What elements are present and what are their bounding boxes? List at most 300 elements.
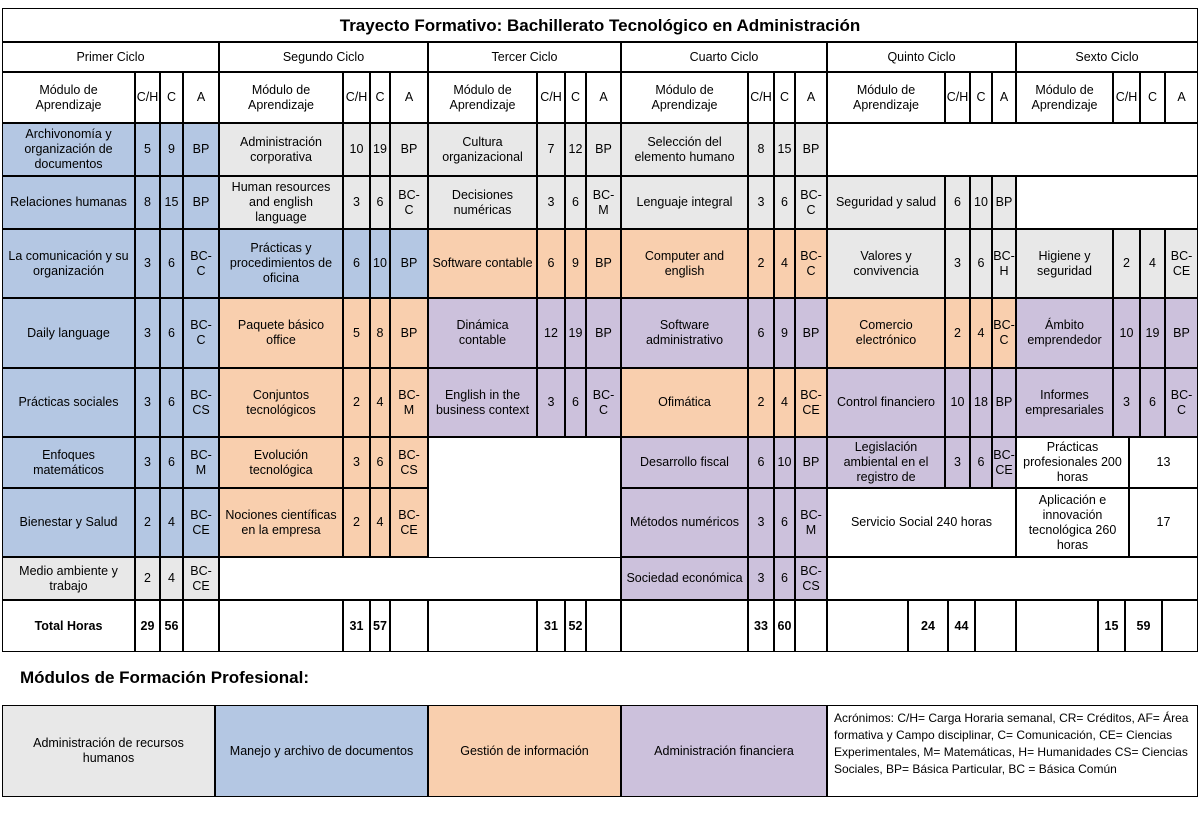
value-cell <box>774 176 795 229</box>
value-cell-text: 6 <box>1149 395 1156 409</box>
value-cell <box>586 176 621 229</box>
module-cell <box>621 488 748 557</box>
ciclo-header-text: Primer Ciclo <box>76 49 145 64</box>
legend-swatch <box>215 705 428 797</box>
module-cell <box>2 437 135 488</box>
total-value <box>948 600 975 652</box>
value-cell-text: 10 <box>950 395 965 409</box>
col-header-modulo-text: Módulo de Aprendizaje <box>449 82 516 112</box>
legend-swatch <box>621 705 827 797</box>
module-cell-text: English in the business context <box>435 387 530 417</box>
ciclo-header <box>2 42 219 72</box>
value-cell <box>160 229 183 298</box>
total-value-text: 24 <box>921 618 935 633</box>
total-value <box>774 600 795 652</box>
value-cell <box>795 368 827 437</box>
col-header-a <box>390 72 428 123</box>
col-header-c-text: C <box>375 90 385 104</box>
total-blank <box>827 600 908 652</box>
value-cell <box>160 123 183 176</box>
col-header-a-text: A <box>599 90 608 104</box>
col-header-a-text: A <box>404 90 414 104</box>
value-cell <box>537 368 565 437</box>
col-header-c-text: C <box>570 90 581 104</box>
value-cell <box>748 368 774 437</box>
value-cell <box>1129 488 1198 557</box>
module-cell-text: Enfoques matemáticos <box>33 447 104 477</box>
module-cell <box>621 229 748 298</box>
value-cell-text: 10 <box>974 195 988 209</box>
total-value-text: 33 <box>754 618 768 633</box>
value-cell-text: 3 <box>353 195 360 209</box>
value-cell <box>343 298 370 368</box>
value-cell-text: BC-CS <box>398 447 420 477</box>
value-cell-text: 8 <box>144 195 151 209</box>
value-cell-text: BC-CE <box>398 507 420 537</box>
value-cell-text: 6 <box>757 325 765 340</box>
module-cell-text: Human resources and english language <box>231 180 331 224</box>
total-value-text: 59 <box>1136 618 1151 633</box>
value-cell <box>160 368 183 437</box>
value-cell-text: 8 <box>376 325 384 340</box>
value-cell <box>774 557 795 600</box>
legend-swatch-text: Gestión de información <box>460 743 589 758</box>
value-cell-text: 6 <box>977 256 985 270</box>
value-cell <box>795 298 827 368</box>
total-value <box>1125 600 1162 652</box>
total-value <box>537 600 565 652</box>
col-header-ch-text: C/H <box>946 90 969 104</box>
ciclo-header-text: Segundo Ciclo <box>282 49 365 64</box>
total-blank <box>183 600 219 652</box>
value-cell-text: 3 <box>954 455 961 469</box>
value-cell-text: BC-M <box>190 447 212 477</box>
value-cell <box>135 176 160 229</box>
col-header-ch-text: C/H <box>136 90 159 104</box>
legend-swatch <box>428 705 621 797</box>
module-cell-text: Selección del elemento humano <box>634 134 735 164</box>
value-cell-text: 9 <box>572 256 579 270</box>
value-cell <box>795 176 827 229</box>
value-cell <box>160 176 183 229</box>
module-cell-text: Legislación ambiental en el registro de <box>843 440 929 484</box>
module-cell <box>1016 437 1129 488</box>
value-cell-text: 2 <box>757 395 765 409</box>
empty-area <box>827 123 1198 176</box>
value-cell-text: BC-CE <box>190 507 212 537</box>
total-value-text: 60 <box>777 618 792 633</box>
module-cell <box>2 123 135 176</box>
value-cell <box>135 123 160 176</box>
total-value-text: 31 <box>544 618 558 633</box>
col-header-a-text: A <box>1177 90 1186 104</box>
col-header-a-text: A <box>806 90 816 104</box>
ciclo-header-text: Quinto Ciclo <box>887 49 956 64</box>
value-cell-text: BC-C <box>1170 387 1193 417</box>
module-cell <box>2 298 135 368</box>
value-cell-text: 3 <box>547 195 555 209</box>
module-cell-text: Administración corporativa <box>240 134 322 164</box>
module-cell-text: Decisiones numéricas <box>451 187 514 217</box>
value-cell-text: BP <box>802 325 820 340</box>
value-cell <box>970 176 992 229</box>
module-cell-text: Archivonomía y organización de documentos <box>24 127 113 171</box>
value-cell <box>586 298 621 368</box>
col-header-modulo <box>827 72 945 123</box>
value-cell-text: 3 <box>144 455 151 469</box>
module-cell-text: Software contable <box>432 256 533 270</box>
value-cell-text: 6 <box>781 195 788 209</box>
col-header-ch-text: C/H <box>750 90 772 104</box>
value-cell <box>748 229 774 298</box>
module-cell-text: Métodos numéricos <box>629 515 740 529</box>
value-cell-text: 4 <box>168 571 175 585</box>
value-cell-text: 2 <box>757 256 765 270</box>
module-cell-text: Prácticas profesionales 200 horas <box>1023 440 1122 484</box>
ciclo-header <box>219 42 428 72</box>
module-cell-text: Medio ambiente y trabajo <box>19 563 118 593</box>
module-cell-text: Sociedad económica <box>626 571 743 585</box>
col-header-modulo-text: Módulo de Aprendizaje <box>35 82 102 112</box>
module-cell-text: Prácticas sociales <box>18 395 119 409</box>
value-cell-text: BC-C <box>190 248 212 278</box>
value-cell <box>795 437 827 488</box>
value-cell-text: 4 <box>376 515 384 529</box>
section-subtitle: Módulos de Formación Profesional: <box>20 668 310 687</box>
module-cell-text: Lenguaje integral <box>636 195 733 209</box>
total-blank <box>390 600 428 652</box>
value-cell-text: 6 <box>572 195 579 209</box>
value-cell <box>1140 368 1165 437</box>
value-cell <box>586 368 621 437</box>
module-cell-text: Ámbito emprendedor <box>1027 318 1102 347</box>
total-blank <box>795 600 827 652</box>
module-cell <box>827 368 945 437</box>
value-cell-text: 6 <box>168 395 175 409</box>
value-cell-text: BP <box>1173 325 1190 340</box>
module-cell-text: Bienestar y Salud <box>19 515 118 529</box>
module-cell <box>621 123 748 176</box>
value-cell-text: 3 <box>547 395 555 409</box>
page-title <box>2 8 1198 42</box>
value-cell <box>748 123 774 176</box>
module-cell-text: Comercio electrónico <box>855 318 917 347</box>
col-header-modulo-text: Módulo de Aprendizaje <box>247 82 314 112</box>
value-cell <box>343 368 370 437</box>
value-cell-text: 2 <box>1123 256 1130 270</box>
value-cell <box>565 368 586 437</box>
total-value <box>1098 600 1125 652</box>
value-cell-text: BC-CE <box>190 563 212 593</box>
value-cell-text: 19 <box>1145 325 1160 340</box>
total-value <box>343 600 370 652</box>
col-header-modulo <box>1016 72 1113 123</box>
col-header-c-text: C <box>1147 90 1158 104</box>
col-header-a <box>1165 72 1198 123</box>
module-cell <box>219 229 343 298</box>
module-cell <box>621 557 748 600</box>
module-cell-text: Computer and english <box>644 248 725 278</box>
module-cell-text: Control financiero <box>837 395 935 409</box>
value-cell-text: 3 <box>144 256 151 270</box>
value-cell <box>183 123 219 176</box>
value-cell <box>183 368 219 437</box>
value-cell <box>748 176 774 229</box>
value-cell-text: 10 <box>777 455 792 469</box>
value-cell-text: BC-C <box>993 318 1015 347</box>
value-cell <box>135 437 160 488</box>
module-cell <box>827 488 1016 557</box>
value-cell-text: BC-C <box>800 187 822 217</box>
acronyms-note <box>827 705 1198 797</box>
ciclo-header <box>428 42 621 72</box>
value-cell <box>1140 229 1165 298</box>
module-cell-text: La comunicación y su organización <box>8 248 129 278</box>
value-cell-text: 13 <box>1156 455 1171 469</box>
value-cell-text: 3 <box>353 455 360 469</box>
value-cell-text: 6 <box>353 256 360 270</box>
value-cell-text: BP <box>192 142 210 156</box>
value-cell <box>970 298 992 368</box>
value-cell-text: BP <box>995 395 1013 409</box>
value-cell <box>160 557 183 600</box>
value-cell-text: 4 <box>1149 256 1156 270</box>
total-value <box>160 600 183 652</box>
value-cell-text: 3 <box>757 571 765 585</box>
col-header-a <box>183 72 219 123</box>
col-header-c <box>565 72 586 123</box>
value-cell <box>1165 368 1198 437</box>
module-cell <box>827 229 945 298</box>
value-cell-text: BP <box>802 455 820 469</box>
module-cell <box>621 368 748 437</box>
module-cell <box>827 176 945 229</box>
value-cell-text: 5 <box>353 325 360 340</box>
value-cell-text: 6 <box>781 571 788 585</box>
value-cell-text: BP <box>595 325 612 340</box>
col-header-c-text: C <box>976 90 986 104</box>
value-cell-text: 2 <box>954 325 961 340</box>
col-header-c <box>774 72 795 123</box>
value-cell <box>945 437 970 488</box>
value-cell <box>370 123 390 176</box>
value-cell <box>992 176 1016 229</box>
value-cell <box>795 557 827 600</box>
value-cell-text: BP <box>995 195 1013 209</box>
total-value-text: 56 <box>164 618 179 633</box>
value-cell <box>970 437 992 488</box>
value-cell-text: 3 <box>757 195 765 209</box>
total-value-text: 44 <box>954 618 969 633</box>
value-cell <box>945 368 970 437</box>
value-cell <box>795 229 827 298</box>
value-cell <box>135 368 160 437</box>
value-cell-text: BP <box>595 256 612 270</box>
col-header-modulo <box>2 72 135 123</box>
value-cell-text: 6 <box>376 455 384 469</box>
value-cell <box>748 488 774 557</box>
value-cell-text: BC-M <box>398 387 420 417</box>
value-cell-text: 4 <box>168 515 175 529</box>
value-cell <box>370 368 390 437</box>
total-value <box>135 600 160 652</box>
col-header-a-text: A <box>999 90 1009 104</box>
value-cell <box>565 176 586 229</box>
value-cell-text: BC-C <box>190 318 212 347</box>
total-value <box>908 600 948 652</box>
value-cell-text: BP <box>400 256 418 270</box>
value-cell-text: 8 <box>757 142 765 156</box>
col-header-ch-text: C/H <box>345 90 368 104</box>
total-blank <box>1162 600 1198 652</box>
module-cell-text: Informes empresariales <box>1025 387 1104 417</box>
module-cell <box>827 437 945 488</box>
value-cell-text: BC-M <box>800 507 822 537</box>
value-cell <box>1113 298 1140 368</box>
value-cell-text: 6 <box>547 256 555 270</box>
value-cell <box>390 368 428 437</box>
value-cell-text: 6 <box>168 455 175 469</box>
value-cell-text: 7 <box>547 142 555 156</box>
col-header-modulo-text: Módulo de Aprendizaje <box>1031 82 1098 112</box>
module-cell-text: Ofimática <box>658 395 711 409</box>
module-cell <box>621 176 748 229</box>
total-value <box>370 600 390 652</box>
value-cell <box>945 298 970 368</box>
value-cell-text: 2 <box>144 571 151 585</box>
value-cell-text: 9 <box>168 142 175 156</box>
value-cell-text: 6 <box>781 515 788 529</box>
module-cell-text: Cultura organizacional <box>442 134 523 164</box>
value-cell <box>537 229 565 298</box>
ciclo-header-text: Cuarto Ciclo <box>689 49 759 64</box>
value-cell <box>343 437 370 488</box>
module-cell <box>621 298 748 368</box>
total-value <box>748 600 774 652</box>
value-cell-text: 3 <box>144 325 151 340</box>
module-cell-text: Daily language <box>27 325 110 340</box>
total-blank <box>428 600 537 652</box>
value-cell <box>992 229 1016 298</box>
value-cell-text: 10 <box>373 256 387 270</box>
value-cell <box>343 229 370 298</box>
value-cell <box>390 176 428 229</box>
ciclo-header <box>827 42 1016 72</box>
value-cell <box>183 298 219 368</box>
empty-area <box>219 557 621 600</box>
col-header-c <box>160 72 183 123</box>
value-cell <box>774 488 795 557</box>
value-cell <box>565 123 586 176</box>
module-cell-text: Conjuntos tecnológicos <box>246 387 316 417</box>
value-cell-text: 10 <box>1119 325 1134 340</box>
value-cell <box>565 298 586 368</box>
module-cell <box>219 488 343 557</box>
module-cell-text: Dinámica contable <box>456 318 509 347</box>
legend-swatch-text: Administración financiera <box>654 743 794 758</box>
value-cell-text: 2 <box>144 515 151 529</box>
value-cell <box>774 437 795 488</box>
module-cell-text: Software administrativo <box>645 318 724 347</box>
module-cell <box>1016 229 1113 298</box>
value-cell <box>343 123 370 176</box>
module-cell <box>2 557 135 600</box>
value-cell-text: 2 <box>353 395 360 409</box>
module-cell <box>219 437 343 488</box>
value-cell-text: BC-CE <box>993 447 1015 477</box>
value-cell <box>390 437 428 488</box>
value-cell <box>370 229 390 298</box>
module-cell <box>428 176 537 229</box>
value-cell-text: BC-CS <box>190 387 212 417</box>
acronyms-note-text: Acrónimos: C/H= Carga Horaria semanal, CR= Créditos, AF= Área formativa y Campo disciplinar, C= Comunicación, CE= Ciencias Experimentales, M= Matemáticas, H= Humanidades CS= Ciencias Sociales, BP= Básica Particular, BC = Básica Común <box>834 711 1189 776</box>
module-cell-text: Paquete básico office <box>237 318 325 347</box>
ciclo-header <box>621 42 827 72</box>
value-cell-text: 6 <box>168 325 175 340</box>
value-cell <box>135 488 160 557</box>
value-cell <box>370 176 390 229</box>
module-cell <box>1016 298 1113 368</box>
module-cell <box>428 368 537 437</box>
value-cell <box>945 229 970 298</box>
value-cell <box>537 298 565 368</box>
col-header-a-text: A <box>196 90 206 104</box>
value-cell <box>183 437 219 488</box>
value-cell-text: BC-CE <box>1170 248 1193 278</box>
module-cell-text: Prácticas y procedimientos de oficina <box>229 241 333 285</box>
value-cell <box>390 488 428 557</box>
value-cell-text: 4 <box>781 395 788 409</box>
value-cell-text: 19 <box>373 142 387 156</box>
value-cell-text: 18 <box>974 395 988 409</box>
value-cell-text: 3 <box>144 395 151 409</box>
module-cell <box>2 368 135 437</box>
value-cell-text: BC-M <box>592 187 615 217</box>
value-cell <box>1140 298 1165 368</box>
module-cell-text: Higiene y seguridad <box>1037 248 1092 278</box>
value-cell <box>183 488 219 557</box>
col-header-c <box>1140 72 1165 123</box>
value-cell-text: 5 <box>144 142 151 156</box>
value-cell-text: 17 <box>1156 515 1171 529</box>
module-cell-text: Nociones científicas en la empresa <box>225 507 337 537</box>
value-cell <box>1165 229 1198 298</box>
module-cell <box>1016 368 1113 437</box>
module-cell-text: Servicio Social 240 horas <box>850 515 993 529</box>
col-header-a <box>586 72 621 123</box>
module-cell <box>827 298 945 368</box>
ciclo-header-text: Sexto Ciclo <box>1075 49 1139 64</box>
module-cell-text: Valores y convivencia <box>853 248 919 278</box>
value-cell-text: 6 <box>757 455 765 469</box>
value-cell <box>390 298 428 368</box>
value-cell <box>774 368 795 437</box>
value-cell-text: 4 <box>781 256 788 270</box>
value-cell <box>1129 437 1198 488</box>
value-cell <box>135 298 160 368</box>
module-cell-text: Desarrollo fiscal <box>640 455 729 469</box>
value-cell <box>1165 298 1198 368</box>
value-cell <box>343 488 370 557</box>
value-cell <box>748 298 774 368</box>
total-blank <box>621 600 748 652</box>
total-label <box>2 600 135 652</box>
value-cell-text: 15 <box>777 142 792 156</box>
value-cell-text: 6 <box>977 455 985 469</box>
module-cell <box>428 229 537 298</box>
value-cell <box>135 229 160 298</box>
module-cell <box>219 123 343 176</box>
